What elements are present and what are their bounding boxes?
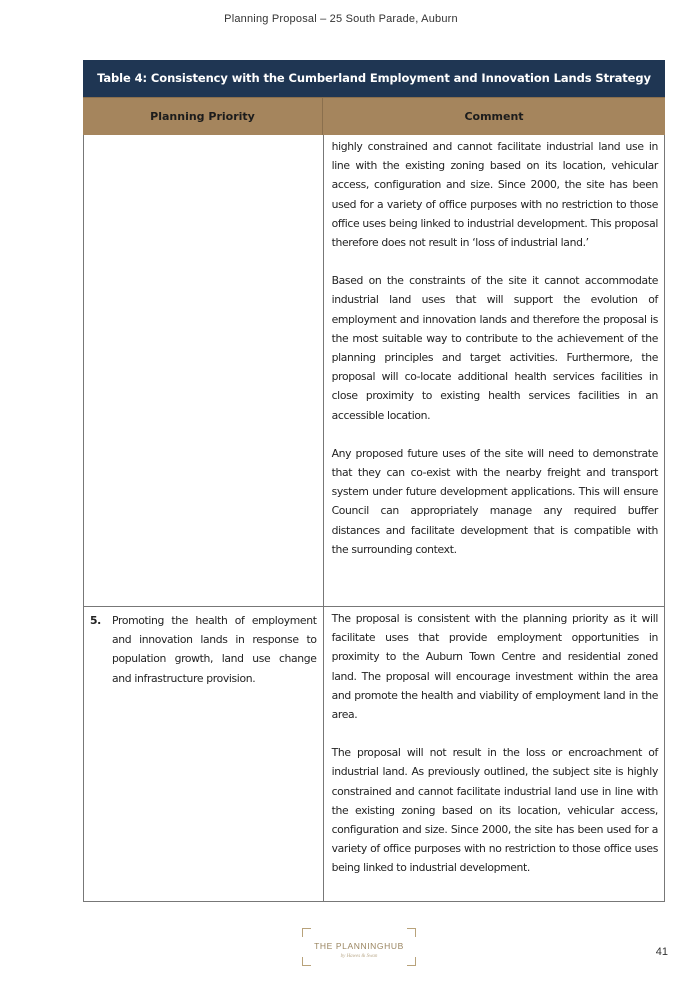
priority-cell xyxy=(84,607,324,901)
comment-paragraph: highly constrained and cannot facilitate industrial land use in line with the existing zoning based on its location, vehicular access, configuration and size. Since 2000, the site has been used for a variety of office purposes with no restriction to those office uses being linked to industrial development. This proposal therefore does not result in ‘loss of industrial land.’ xyxy=(331,140,658,250)
priority-cell xyxy=(84,135,324,606)
logo-corner-mark xyxy=(302,928,311,937)
consistency-table xyxy=(83,60,665,902)
table-header-row xyxy=(83,97,665,135)
priority-item xyxy=(90,611,317,688)
column-header-planning-priority: Planning Priority xyxy=(83,98,323,135)
logo-text: THE PLANNINGHUB xyxy=(314,941,404,951)
table-title: Table 4: Consistency with the Cumberland Employment and Innovation Lands Strategy xyxy=(83,60,665,97)
table-row xyxy=(84,135,664,606)
comment-cell xyxy=(324,135,664,606)
planning-hub-logo xyxy=(302,928,416,966)
priority-number: 5. xyxy=(90,614,101,627)
comment-paragraph: The proposal will not result in the loss or encroachment of industrial land. As previously outlined, the subject site is highly constrained and cannot facilitate industrial land use in line with the existing zoning based on its location, vehicular access, configuration and size. Since 2000, the site has been used for a variety of office purposes with no restriction to those office uses being linked to industrial development. xyxy=(331,746,658,875)
priority-text: Promoting the health of employment and innovation lands in response to population growth, land use change and infrastructure provision. xyxy=(112,614,317,685)
page-number: 41 xyxy=(655,946,668,958)
comment-paragraph: Any proposed future uses of the site will need to demonstrate that they can co-exist with the nearby freight and transport system under future development applications. This will ensure Council can appropriately manage any required buffer distances and facilitate development that is compatible with the surrounding context. xyxy=(331,446,658,556)
comment-paragraph: Based on the constraints of the site it cannot accommodate industrial land uses that will support the evolution of employment and innovation lands and therefore the proposal is the most suitable way to contribute to the achievement of the planning principles and target activities. Furthermore, the proposal will co-locate additional health services facilities in close proximity to existing health services facilities in an accessible location. xyxy=(331,274,658,422)
logo-corner-mark xyxy=(407,928,416,937)
logo-tagline: by Hawes & Swan xyxy=(340,954,378,959)
table-body xyxy=(83,135,665,902)
column-header-comment: Comment xyxy=(464,110,524,123)
comment-cell xyxy=(324,607,664,901)
page-header: Planning Proposal – 25 South Parade, Auburn xyxy=(224,13,458,25)
comment-paragraph: The proposal is consistent with the planning priority as it will facilitate uses that provide employment opportunities in proximity to the Auburn Town Centre and residential zoned land. The proposal will encourage investment within the area and promote the health and viability of employment land in the area. xyxy=(331,612,658,722)
table-row xyxy=(84,606,664,901)
